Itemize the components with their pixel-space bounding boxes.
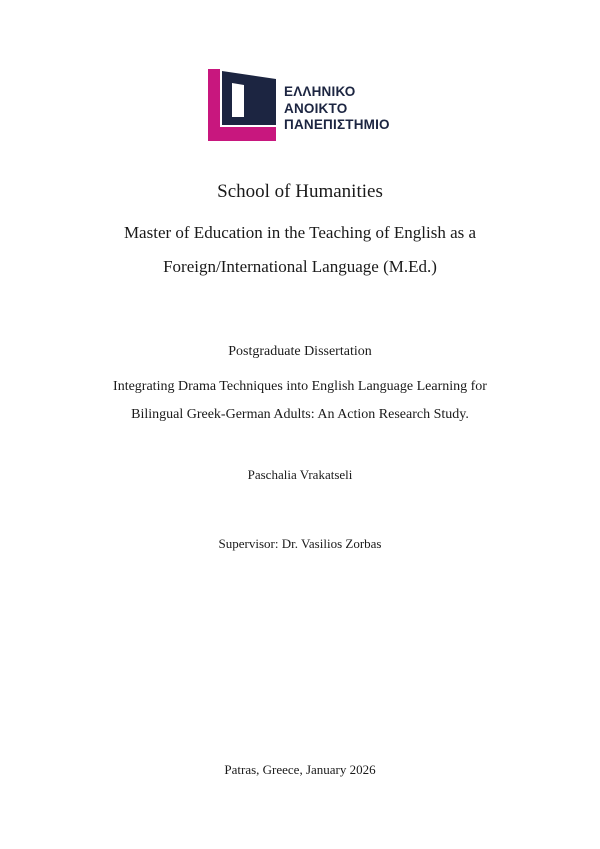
- logo-line-1: ΕΛΛΗΝΙΚΟ: [284, 84, 356, 99]
- university-logo: [208, 69, 398, 143]
- logo-mark-icon: [208, 69, 280, 143]
- logo-line-2: ΑΝΟΙΚΤΟ: [284, 100, 348, 116]
- dissertation-title-line-1: Integrating Drama Techniques into English Language Learning for: [113, 379, 487, 394]
- supervisor: Supervisor: Dr. Vasilios Zorbas: [218, 536, 382, 551]
- logo-wordmark: [284, 84, 390, 134]
- degree-line-2: Foreign/International Language (M.Ed.): [163, 257, 437, 276]
- dissertation-title-line-2: Bilingual Greek-German Adults: An Action Research Study.: [131, 407, 469, 422]
- school-name: School of Humanities: [217, 181, 383, 202]
- logo-line-3: ΠΑΝΕΠΙΣΤΗΜΙΟ: [284, 117, 390, 132]
- degree-line-1: Master of Education in the Teaching of English as a: [123, 223, 477, 242]
- place-date: Patras, Greece, January 2026: [224, 762, 376, 777]
- author-name: Paschalia Vrakatseli: [247, 467, 353, 482]
- dissertation-type: Postgraduate Dissertation: [228, 344, 372, 359]
